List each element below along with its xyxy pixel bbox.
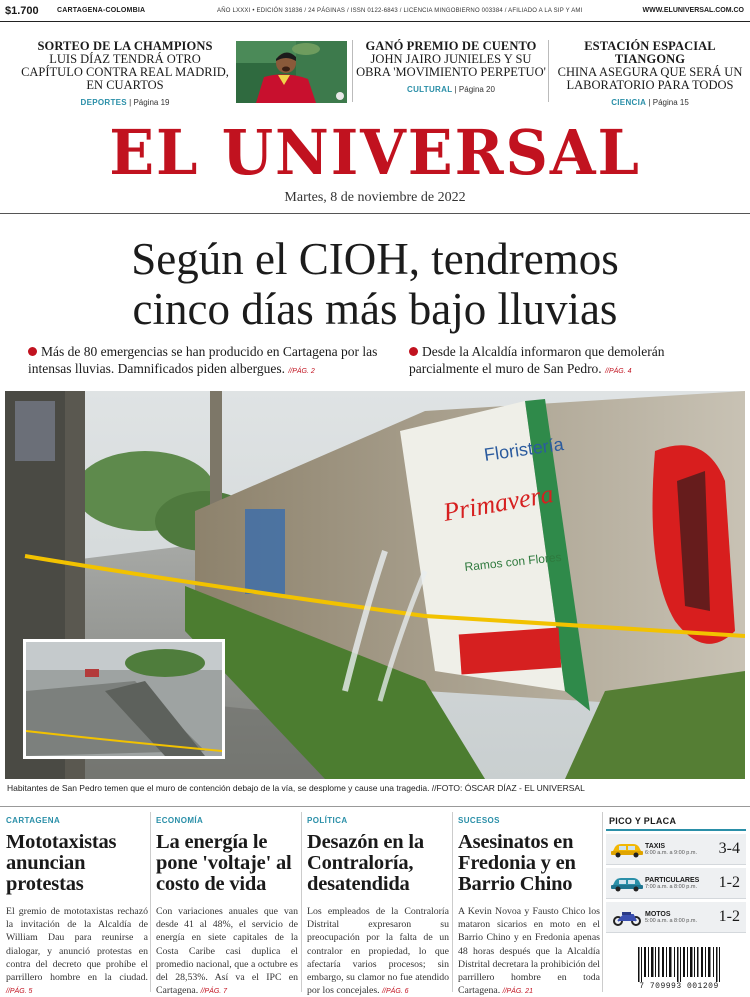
page-ref[interactable]: //PÁG. 7 [200, 988, 228, 996]
vehicle-label [645, 877, 719, 890]
wall-text: Ramos con Flores [463, 549, 563, 574]
flooded-street-photo [5, 391, 745, 779]
plate-digits: 1-2 [718, 874, 740, 891]
column-section: SUCESOS [458, 816, 500, 825]
column-title[interactable]: Desazón en la Contraloría, desatendida [307, 831, 424, 895]
pico-placa-box [606, 816, 746, 934]
wall-text: Floristería [482, 434, 565, 465]
masthead-logo[interactable]: EL UNIVERSAL [109, 116, 641, 189]
bullet-text: Desde la Alcaldía informaron que demolerán parcialmente el muro de San Pedro. [409, 344, 665, 376]
bullet-text: Más de 80 emergencias se han producido en Cartagena por las intensas lluvias. Damnificados piden albergues. [28, 344, 378, 376]
column-body [6, 905, 148, 997]
soccer-player-image [236, 41, 347, 103]
column-text: A Kevin Novoa y Fausto Chico los mataron sicarios en moto en el Barrio Chino y en Fredonia apenas 48 horas después que la Alcaldía Distrital decretara la prohibición del parrillero hombre en toda Cartagena. [458, 906, 600, 997]
teaser-science[interactable] [552, 40, 748, 107]
teaser-title: GANÓ PREMIO DE CUENTO [365, 39, 537, 53]
main-photo[interactable] [5, 391, 745, 779]
column-section: POLÍTICA [307, 816, 348, 825]
vehicle-name: PARTICULARES [645, 876, 700, 884]
pico-placa-title: PICO Y PLACA [609, 816, 677, 826]
teaser-page: | Página 15 [648, 98, 689, 107]
column-title[interactable]: Asesinatos en Fredonia y en Barrio Chino [458, 831, 576, 895]
price: $1.700 [5, 4, 39, 17]
top-info-bar [0, 0, 750, 22]
column-body [156, 905, 298, 997]
sports-thumbnail[interactable] [236, 41, 347, 103]
page-ref[interactable]: //PÁG. 6 [382, 988, 409, 996]
teaser-ref [20, 98, 230, 107]
divider [606, 829, 746, 831]
bullet-icon [409, 347, 418, 356]
motorcycle-icon [609, 907, 645, 927]
divider [150, 812, 151, 992]
barcode-digits: 7 709993 001209 [636, 982, 722, 991]
teaser-ref [552, 98, 748, 107]
column-section: CARTAGENA [6, 816, 61, 825]
divider [0, 213, 750, 214]
vehicle-hours: 6:00 a.m. a 9:00 p.m. [645, 849, 697, 856]
car-icon [609, 873, 645, 893]
teaser-page: | Página 19 [129, 98, 170, 107]
plate-digits: 3-4 [718, 840, 740, 857]
page-ref[interactable]: //PÁG. 21 [502, 988, 533, 996]
vehicle-hours: 5:00 a.m. a 8:00 p.m. [645, 917, 697, 924]
vehicle-label [645, 843, 719, 856]
teaser-text: LUIS DÍAZ TENDRÁ OTRO CAPÍTULO CONTRA REAL MADRID, EN CUARTOS [21, 52, 229, 92]
teaser-title: ESTACIÓN ESPACIAL TIANGONG [584, 39, 716, 66]
plate-digits: 1-2 [718, 908, 740, 925]
news-column[interactable] [6, 816, 148, 996]
news-column[interactable] [156, 816, 298, 997]
wall-text: Primavera [441, 479, 556, 527]
teaser-section: DEPORTES [80, 98, 127, 107]
photo-caption: Habitantes de San Pedro temen que el muro de contención debajo de la vía, se desplome y cause una tragedia. //FOTO: ÓSCAR DÍAZ - EL UNIVERSAL [7, 783, 585, 793]
teaser-page: | Página 20 [454, 85, 495, 94]
column-title[interactable]: Mototaxistas anuncian protestas [6, 831, 117, 895]
summary-bullet [28, 343, 378, 380]
news-column[interactable] [307, 816, 449, 997]
teaser-sports[interactable] [20, 40, 230, 107]
column-title[interactable]: La energía le pone 'voltaje' al costo de vida [156, 831, 292, 895]
teaser-section: CIENCIA [611, 98, 647, 107]
teaser-cultural[interactable] [356, 40, 546, 94]
website-link[interactable]: WWW.ELUNIVERSAL.COM.CO [642, 7, 744, 14]
column-body [307, 905, 449, 997]
headline-line: Según el CIOH, tendremos [131, 234, 619, 284]
summary-bullet [409, 343, 729, 380]
barcode-bars [636, 947, 722, 983]
teaser-title: SORTEO DE LA CHAMPIONS [37, 39, 213, 53]
column-text: Con variaciones anuales que van desde 41 al 48%, el servicio de energía en siete capitales de la Costa Caribe casi duplica el promedio nacional, que a octubre es del 28,53%. Así va el IPC en Cartagena. [156, 906, 298, 997]
taxi-icon [609, 839, 645, 859]
bullet-icon [28, 347, 37, 356]
vehicle-name: MOTOS [645, 910, 671, 918]
barcode [636, 947, 722, 991]
vehicle-label [645, 911, 719, 924]
column-text: El gremio de mototaxistas rechazó la invitación de la Alcaldía de William Dau para reunirse a dialogar, y anunció protestas en contra del decreto que prohíbe el parrillero hombre en la ciudad. [6, 906, 148, 984]
pico-placa-row [606, 834, 746, 865]
pico-placa-row [606, 868, 746, 899]
divider [301, 812, 302, 992]
teaser-section: CULTURAL [407, 85, 453, 94]
divider [602, 812, 603, 992]
news-column[interactable] [458, 816, 600, 997]
vehicle-hours: 7:00 a.m. a 8:00 p.m. [645, 883, 697, 890]
divider [352, 40, 353, 102]
divider [548, 40, 549, 102]
main-headline[interactable] [0, 234, 750, 334]
column-text: Los empleados de la Contraloría Distrital expresaron su preocupación por la falta de un contralor en propiedad, lo que afectaría varios procesos; sin embargo, su clamor no fue atendido por los concejales. [307, 906, 449, 997]
city: CARTAGENA-COLOMBIA [57, 7, 146, 14]
teaser-text: JOHN JAIRO JUNIELES Y SU OBRA 'MOVIMIENTO PERPETUO' [356, 52, 546, 79]
divider [452, 812, 453, 992]
page-ref[interactable]: //PÁG. 5 [6, 988, 33, 996]
divider [0, 806, 750, 807]
page-ref[interactable]: //PÁG. 2 [288, 368, 315, 375]
teaser-text: CHINA ASEGURA QUE SERÁ UN LABORATORIO PARA TODOS [557, 65, 743, 92]
column-section: ECONOMÍA [156, 816, 204, 825]
vehicle-name: TAXIS [645, 842, 666, 850]
column-body [458, 905, 600, 997]
inset-photo [23, 639, 225, 759]
page-ref[interactable]: //PÁG. 4 [605, 368, 632, 375]
teaser-ref [356, 85, 546, 94]
edition-info: AÑO LXXXI • EDICIÓN 31836 / 24 PÁGINAS / ISSN 0122-6843 / LICENCIA MINGOBIERNO 003384 / AFILIADO A LA SIP Y AMI [217, 7, 583, 14]
pico-placa-row [606, 902, 746, 933]
headline-line: cinco días más bajo lluvias [132, 284, 618, 334]
edition-date: Martes, 8 de noviembre de 2022 [284, 190, 466, 205]
